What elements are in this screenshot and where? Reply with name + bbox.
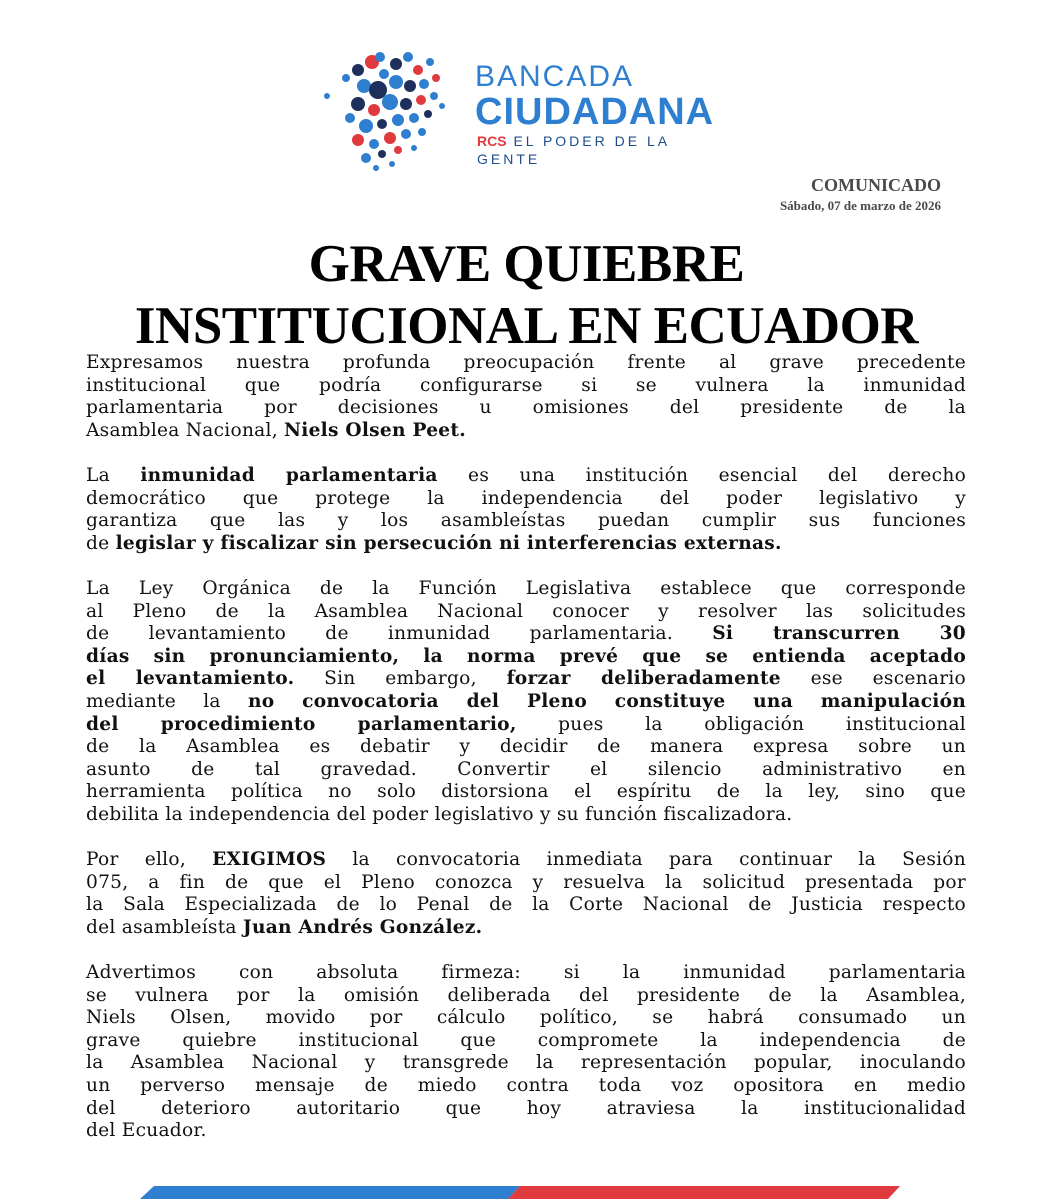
text-run: mediante la xyxy=(86,690,248,712)
paragraph-gap xyxy=(86,442,966,465)
logo-dot xyxy=(404,80,416,92)
text-line xyxy=(86,1052,966,1075)
text-run: garantiza que las y los asambleístas puedan cumplir sus funciones xyxy=(86,510,966,532)
logo-dot xyxy=(424,110,432,118)
text-run: al Pleno de la Asamblea Nacional conocer y resolver las solicitudes xyxy=(86,600,966,622)
logo-dot xyxy=(389,161,395,167)
text-run: Expresamos nuestra profunda preocupación frente al grave precedente xyxy=(86,352,966,373)
text-line xyxy=(86,623,966,646)
text-line xyxy=(86,759,966,782)
logo-wordmark xyxy=(475,62,738,168)
text-run: Advertimos con absoluta firmeza: si la inmunidad parlamentaria xyxy=(86,962,966,984)
text-run: del asambleísta xyxy=(86,916,243,938)
text-line xyxy=(86,352,966,375)
bold-run: forzar deliberadamente xyxy=(506,668,781,690)
bold-run: del procedimiento parlamentario, xyxy=(86,713,517,735)
text-run: debilita la independencia del poder legislativo y su función fiscalizadora. xyxy=(86,803,793,825)
text-run: se vulnera por la omisión deliberada del presidente de la Asamblea, xyxy=(86,984,966,1006)
text-run: Asamblea Nacional, xyxy=(86,419,285,441)
logo-dot xyxy=(359,119,373,133)
text-line xyxy=(86,375,966,398)
text-line xyxy=(86,465,966,488)
text-run: 075, a fin de que el Pleno conozca y resuelva la solicitud presentada por xyxy=(86,871,966,893)
text-run: de la Asamblea es debatir y decidir de manera expresa sobre un xyxy=(86,736,966,758)
logo-dot xyxy=(394,146,402,154)
headline-line-1: GRAVE QUIEBRE xyxy=(308,235,745,293)
logo-dot xyxy=(352,134,364,146)
text-run: la convocatoria inmediata para continuar la Sesión xyxy=(326,849,966,871)
text-line xyxy=(86,646,966,669)
text-run: La Ley Orgánica de la Función Legislativa establece que corresponde xyxy=(86,577,966,599)
logo-dot xyxy=(379,69,389,79)
logo-dot xyxy=(368,104,380,116)
text-line xyxy=(86,872,966,895)
bold-run: Si transcurren 30 xyxy=(712,623,967,645)
logo-dot xyxy=(378,150,386,158)
text-line xyxy=(86,1120,966,1143)
text-line xyxy=(86,736,966,759)
logo-line-1: BANCADA xyxy=(475,60,635,93)
text-line xyxy=(86,397,966,420)
headline-line-2: INSTITUCIONAL EN ECUADOR xyxy=(134,297,919,355)
logo-dot xyxy=(403,52,413,62)
logo-dot xyxy=(369,139,379,149)
text-run: herramienta política no solo distorsiona el espíritu de la ley, sino que xyxy=(86,781,966,803)
text-line xyxy=(86,917,966,940)
text-run: es una institución esencial del derecho xyxy=(437,464,967,486)
bold-run: EXIGIMOS xyxy=(212,849,327,871)
communique-body xyxy=(86,352,966,1143)
text-line xyxy=(86,962,966,985)
logo-line-2: CIUDADANA xyxy=(475,91,715,133)
text-run: ese escenario xyxy=(780,668,966,690)
bold-run: legislar y fiscalizar sin persecución ni interferencias externas. xyxy=(115,532,782,554)
logo-dot xyxy=(352,64,364,76)
footer-red-segment xyxy=(508,1186,900,1199)
logo-dot xyxy=(432,74,440,82)
logo-dot xyxy=(373,165,379,171)
logo-dot xyxy=(342,74,350,82)
text-run: institucional que podría configurarse si se vulnera la inmunidad xyxy=(86,374,966,396)
bold-run: Juan Andrés González. xyxy=(242,916,483,938)
text-line xyxy=(86,985,966,1008)
text-line xyxy=(86,714,966,737)
footer-blue-segment xyxy=(140,1186,520,1199)
text-line xyxy=(86,691,966,714)
text-run: Sin embargo, xyxy=(294,668,507,690)
communique-date: Sábado, 07 de marzo de 2026 xyxy=(779,198,941,213)
text-line xyxy=(86,578,966,601)
text-line xyxy=(86,1007,966,1030)
text-line xyxy=(86,510,966,533)
text-run: grave quiebre institucional que compromete la independencia de xyxy=(86,1029,966,1051)
text-run: Por ello, xyxy=(86,849,213,871)
logo-dot xyxy=(419,79,429,89)
text-line xyxy=(86,601,966,624)
bold-run: Niels Olsen Peet. xyxy=(284,419,466,441)
text-line xyxy=(86,1030,966,1053)
logo-dot xyxy=(426,58,434,66)
logo-dot xyxy=(416,95,426,105)
text-run: La xyxy=(86,464,141,486)
logo-dot xyxy=(357,79,371,93)
logo-dot xyxy=(413,65,423,75)
text-run: de xyxy=(86,532,116,554)
text-line xyxy=(86,1075,966,1098)
paragraph xyxy=(86,578,966,827)
text-line xyxy=(86,781,966,804)
footer-color-bar xyxy=(140,1186,900,1199)
text-run: del Ecuador. xyxy=(86,1120,207,1142)
logo-dot xyxy=(411,145,417,151)
text-run: la Asamblea Nacional y transgrede la representación popular, inoculando xyxy=(86,1052,966,1074)
logo-dot xyxy=(401,129,411,139)
text-line xyxy=(86,420,966,443)
paragraph xyxy=(86,465,966,555)
communique-label: COMUNICADO xyxy=(811,175,941,195)
text-run: democrático que protege la independencia del poder legislativo y xyxy=(86,487,966,509)
logo-dot xyxy=(377,119,387,129)
paragraph xyxy=(86,962,966,1143)
text-run: parlamentaria por decisiones u omisiones del presidente de la xyxy=(86,397,966,419)
paragraph-gap xyxy=(86,826,966,849)
logo-dot xyxy=(430,92,438,100)
logo-dot xyxy=(390,58,402,70)
text-line xyxy=(86,849,966,872)
text-line xyxy=(86,668,966,691)
logo-dot xyxy=(392,114,404,126)
text-run: asunto de tal gravedad. Convertir el silencio administrativo en xyxy=(86,758,966,780)
text-run: la Sala Especializada de lo Penal de la Corte Nacional de Justicia respecto xyxy=(86,894,966,916)
logo-dot xyxy=(384,132,396,144)
bold-run: no convocatoria del Pleno constituye una manipulación xyxy=(247,690,966,712)
logo-dot xyxy=(375,52,385,62)
logo-tag-rest: EL PODER DE LA GENTE xyxy=(477,133,670,167)
text-line xyxy=(86,533,966,556)
logo-dot xyxy=(418,128,426,136)
paragraph-gap xyxy=(86,555,966,578)
bold-run: el levantamiento. xyxy=(86,668,295,690)
logo-dot xyxy=(324,93,330,99)
text-line xyxy=(86,894,966,917)
paragraph-gap xyxy=(86,939,966,962)
bold-run: días sin pronunciamiento, la norma prevé que se entienda aceptado xyxy=(86,645,966,667)
text-run: de levantamiento de inmunidad parlamentaria. xyxy=(86,623,713,645)
logo-dot xyxy=(345,113,355,123)
bancada-ciudadana-logo xyxy=(318,48,738,178)
text-run: pues la obligación institucional xyxy=(516,713,967,735)
communique-header xyxy=(780,174,941,216)
logo-dot xyxy=(351,97,365,111)
paragraph xyxy=(86,849,966,939)
logo-dot xyxy=(369,81,387,99)
logo-tagline xyxy=(477,132,738,168)
text-line xyxy=(86,488,966,511)
bold-run: inmunidad parlamentaria xyxy=(140,464,438,486)
logo-dot xyxy=(400,98,412,110)
logo-dot xyxy=(409,113,419,123)
paragraph xyxy=(86,352,966,442)
logo-tag-prefix: RCS xyxy=(477,133,507,149)
logo-dot xyxy=(389,75,403,89)
ecuador-dots-icon xyxy=(318,48,478,178)
text-run: Niels Olsen, movido por cálculo político, se habrá consumado un xyxy=(86,1007,966,1029)
text-run: un perverso mensaje de miedo contra toda voz opositora en medio xyxy=(86,1075,966,1096)
text-line xyxy=(86,804,966,827)
text-run: del deterioro autoritario que hoy atraviesa la institucionalidad xyxy=(86,1097,966,1119)
text-line xyxy=(86,1098,966,1121)
logo-dot xyxy=(439,103,445,109)
logo-dot xyxy=(382,94,398,110)
logo-dot xyxy=(361,153,371,163)
